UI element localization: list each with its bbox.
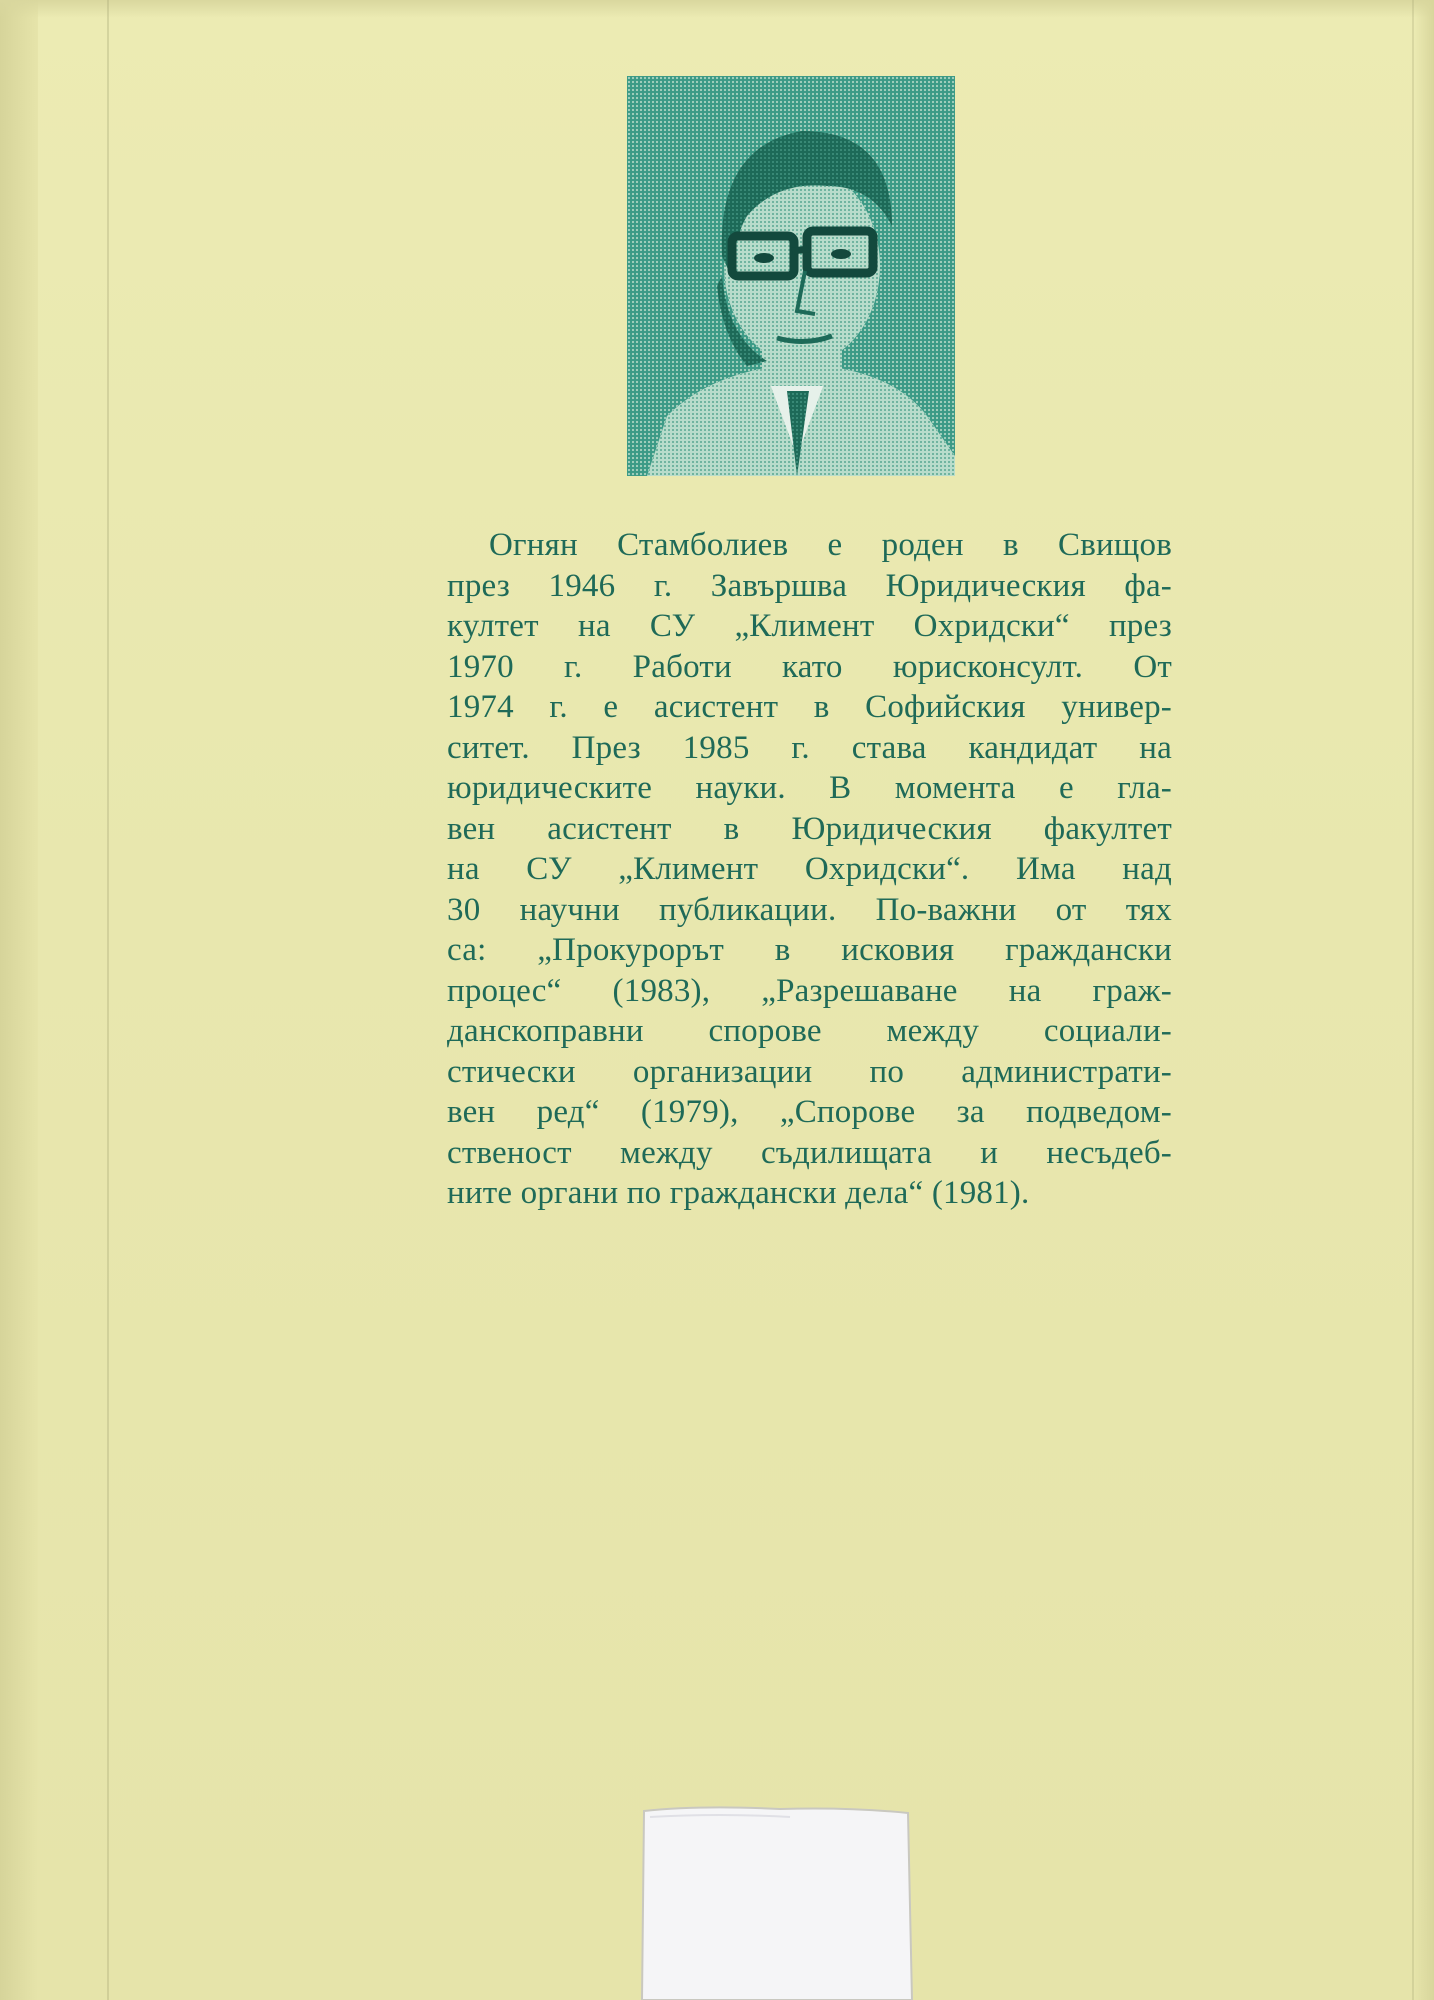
- right-fold-line: [1412, 0, 1414, 2000]
- bio-line: ните органи по граждански дела“ (1981).: [447, 1175, 1030, 1211]
- bio-line: ситет. През 1985 г. става кандидат на: [447, 729, 1172, 766]
- bio-line: вен асистент в Юридическия факултет: [447, 810, 1172, 847]
- bio-line: на СУ „Климент Охридски“. Има над: [447, 851, 1172, 887]
- bio-line: култет на СУ „Климент Охридски“ през: [447, 608, 1172, 644]
- top-edge-shadow: [0, 0, 1434, 18]
- bio-line: данскоправни спорове между социали-: [447, 1013, 1172, 1049]
- author-biography: [447, 525, 1172, 1214]
- bio-line: ственост между съдилищата и несъдеб-: [447, 1134, 1172, 1171]
- bio-line: юридическите науки. В момента е гла-: [447, 770, 1172, 806]
- bio-line: през 1946 г. Завършва Юридическия фа-: [447, 567, 1172, 604]
- bio-line: са: „Прокурорът в исковия граждански: [447, 932, 1172, 968]
- bio-line: Огнян Стамболиев е роден в Свищов: [489, 527, 1172, 563]
- bio-line: стически организации по администрати-: [447, 1053, 1172, 1090]
- price-label-sticker: [640, 1805, 914, 2000]
- bio-line: 1974 г. е асистент в Софийския универ-: [447, 689, 1172, 725]
- bio-line: процес“ (1983), „Разрешаване на граж-: [447, 972, 1172, 1009]
- right-edge-shadow: [1414, 0, 1434, 2000]
- left-edge-shadow: [0, 0, 38, 2000]
- bio-line: 30 научни публикации. По-важни от тях: [447, 891, 1172, 928]
- bio-line: 1970 г. Работи като юрисконсулт. От: [447, 648, 1172, 685]
- bio-line: вен ред“ (1979), „Спорове за подведом-: [447, 1094, 1172, 1130]
- spine-fold-line: [107, 0, 109, 2000]
- author-portrait-image: [627, 76, 955, 476]
